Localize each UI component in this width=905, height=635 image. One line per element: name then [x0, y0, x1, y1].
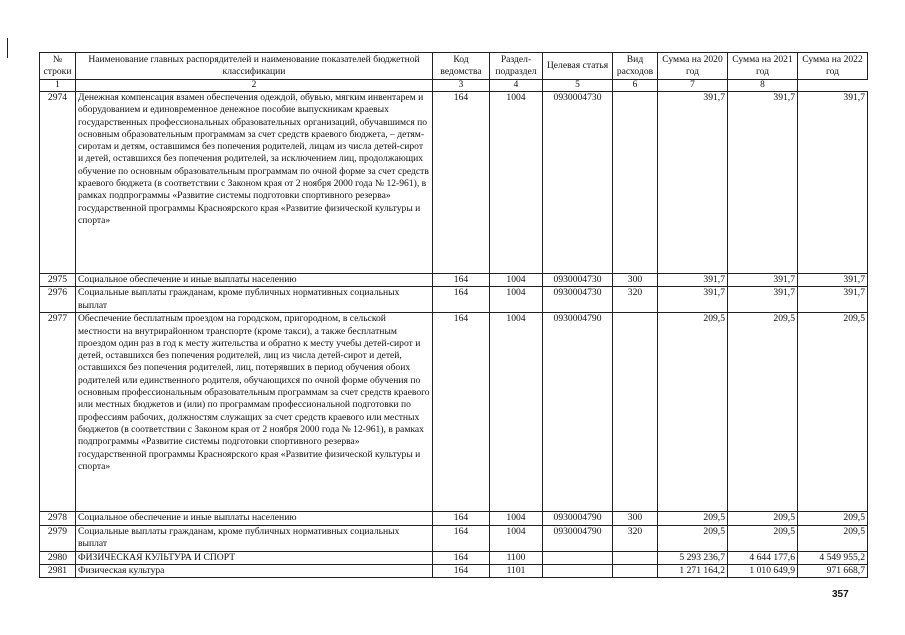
row-name: Социальное обеспечение и иные выплаты населению — [76, 512, 433, 525]
header-sum-2021: Сумма на 2021 год — [728, 53, 798, 80]
row-sum-2022: 971 668,7 — [798, 564, 868, 577]
row-department-code: 164 — [433, 274, 490, 287]
table-row — [40, 274, 868, 287]
row-section: 1004 — [490, 512, 543, 525]
table-row — [40, 551, 868, 564]
row-section: 1004 — [490, 525, 543, 551]
row-expense-type — [613, 551, 658, 564]
row-sum-2021: 209,5 — [728, 525, 798, 551]
header-target-item: Целевая статья — [543, 53, 613, 80]
row-sum-2020: 1 271 164,2 — [658, 564, 728, 577]
row-name: Физическая культура — [76, 564, 433, 577]
row-department-code: 164 — [433, 564, 490, 577]
row-expense-type — [613, 564, 658, 577]
row-target-item: 0930004730 — [543, 287, 613, 313]
row-department-code: 164 — [433, 313, 490, 512]
row-sum-2022: 209,5 — [798, 512, 868, 525]
row-department-code: 164 — [433, 525, 490, 551]
header-row-number: № строки — [40, 53, 76, 80]
row-sum-2022: 209,5 — [798, 525, 868, 551]
row-sum-2020: 391,7 — [658, 287, 728, 313]
row-expense-type: 300 — [613, 274, 658, 287]
header-sum-2022: Сумма на 2022 год — [798, 53, 868, 80]
row-name: Социальные выплаты гражданам, кроме публичных нормативных социальных выплат — [76, 525, 433, 551]
header-sum-2020: Сумма на 2020 год — [658, 53, 728, 80]
column-number: 6 — [613, 80, 658, 92]
row-sum-2021: 391,7 — [728, 274, 798, 287]
row-sum-2021: 391,7 — [728, 92, 798, 274]
row-sum-2022: 4 549 955,2 — [798, 551, 868, 564]
left-margin-line — [7, 38, 8, 58]
row-name: Социальные выплаты гражданам, кроме публичных нормативных социальных выплат — [76, 287, 433, 313]
column-number: 1 — [40, 80, 76, 92]
row-number: 2974 — [40, 92, 76, 274]
row-sum-2020: 5 293 236,7 — [658, 551, 728, 564]
table-row — [40, 525, 868, 551]
header-section: Раздел-подраздел — [490, 53, 543, 80]
column-number: 5 — [543, 80, 613, 92]
row-sum-2022: 391,7 — [798, 92, 868, 274]
row-name: Денежная компенсация взамен обеспечения одеждой, обувью, мягким инвентарем и оборудованием и единовременное денежное пособие выпускникам краевых государственных профессиональных образовательных организаций, обучавшимся по основным образовательным программам за счет средств краевого бюджета, – детям-сиротам и детям, оставшимся без попечения родителей, лицам из числа детей-сирот и детей, оставшихся без попечения родителей, за исключением лиц, продолжающих обучение по основным образовательным программам по очной форме за счет средств краевого бюджета (в соответствии с Законом края от 2 ноября 2000 года № 12-961), в рамках подпрограммы «Развитие системы подготовки спортивного резерва» государственной программы Красноярского края «Развитие физической культуры и спорта» — [76, 92, 433, 274]
row-department-code: 164 — [433, 512, 490, 525]
column-number: 4 — [490, 80, 543, 92]
column-number: 8 — [728, 80, 798, 92]
row-section: 1004 — [490, 274, 543, 287]
row-sum-2021: 209,5 — [728, 313, 798, 512]
header-row — [40, 53, 868, 80]
row-sum-2020: 391,7 — [658, 274, 728, 287]
row-number: 2975 — [40, 274, 76, 287]
page-number: 357 — [832, 589, 849, 600]
column-number: 2 — [76, 80, 433, 92]
row-sum-2020: 209,5 — [658, 313, 728, 512]
row-department-code: 164 — [433, 92, 490, 274]
row-target-item — [543, 551, 613, 564]
row-expense-type: 320 — [613, 287, 658, 313]
row-number: 2978 — [40, 512, 76, 525]
row-section: 1004 — [490, 287, 543, 313]
header-name: Наименование главных распорядителей и наименование показателей бюджетной классификации — [76, 53, 433, 80]
row-number: 2977 — [40, 313, 76, 512]
column-number: 3 — [433, 80, 490, 92]
row-sum-2021: 209,5 — [728, 512, 798, 525]
row-sum-2020: 209,5 — [658, 525, 728, 551]
row-section: 1004 — [490, 92, 543, 274]
row-sum-2022: 391,7 — [798, 287, 868, 313]
row-target-item: 0930004790 — [543, 313, 613, 512]
table-row — [40, 287, 868, 313]
row-number: 2976 — [40, 287, 76, 313]
row-sum-2022: 391,7 — [798, 274, 868, 287]
row-sum-2020: 391,7 — [658, 92, 728, 274]
row-section: 1101 — [490, 564, 543, 577]
row-department-code: 164 — [433, 287, 490, 313]
row-number: 2981 — [40, 564, 76, 577]
row-target-item: 0930004730 — [543, 92, 613, 274]
row-number: 2980 — [40, 551, 76, 564]
table-header — [40, 53, 868, 92]
column-number: 7 — [658, 80, 728, 92]
table-row — [40, 564, 868, 577]
row-target-item: 0930004790 — [543, 512, 613, 525]
row-target-item: 0930004730 — [543, 274, 613, 287]
row-department-code: 164 — [433, 551, 490, 564]
row-name: ФИЗИЧЕСКАЯ КУЛЬТУРА И СПОРТ — [76, 551, 433, 564]
header-expense-type: Вид расходов — [613, 53, 658, 80]
table-row — [40, 512, 868, 525]
row-sum-2021: 4 644 177,6 — [728, 551, 798, 564]
row-name: Социальное обеспечение и иные выплаты населению — [76, 274, 433, 287]
row-sum-2022: 209,5 — [798, 313, 868, 512]
header-department-code: Код ведомства — [433, 53, 490, 80]
budget-table — [39, 52, 868, 578]
row-expense-type — [613, 313, 658, 512]
row-name: Обеспечение бесплатным проездом на городском, пригородном, в сельской местности на внутрирайонном транспорте (кроме такси), а также бесплатным проездом один раз в год к месту жительства и обратно к месту учебы детей-сирот и детей, оставшихся без попечения родителей, лиц из числа детей-сирот и детей, оставшихся без попечения родителей, лиц, потерявших в период обучения обоих родителей или единственного родителя, обучающихся по очной форме обучения по основным профессиональным образовательным программам за счет средств краевого или местных бюджетов и (или) по программам профессиональной подготовки по профессиям рабочих, должностям служащих за счет средств краевого или местных бюджетов (в соответствии с Законом края от 2 ноября 2000 года № 12-961), в рамках подпрограммы «Развитие системы подготовки спортивного резерва» государственной программы Красноярского края «Развитие физической культуры и спорта» — [76, 313, 433, 512]
row-sum-2021: 1 010 649,9 — [728, 564, 798, 577]
table-row — [40, 313, 868, 512]
row-section: 1100 — [490, 551, 543, 564]
column-numbers-row — [40, 80, 868, 92]
row-expense-type: 300 — [613, 512, 658, 525]
row-number: 2979 — [40, 525, 76, 551]
table-body — [40, 92, 868, 578]
row-target-item — [543, 564, 613, 577]
row-expense-type — [613, 92, 658, 274]
row-target-item: 0930004790 — [543, 525, 613, 551]
row-sum-2021: 391,7 — [728, 287, 798, 313]
row-expense-type: 320 — [613, 525, 658, 551]
row-section: 1004 — [490, 313, 543, 512]
table-row — [40, 92, 868, 274]
row-sum-2020: 209,5 — [658, 512, 728, 525]
